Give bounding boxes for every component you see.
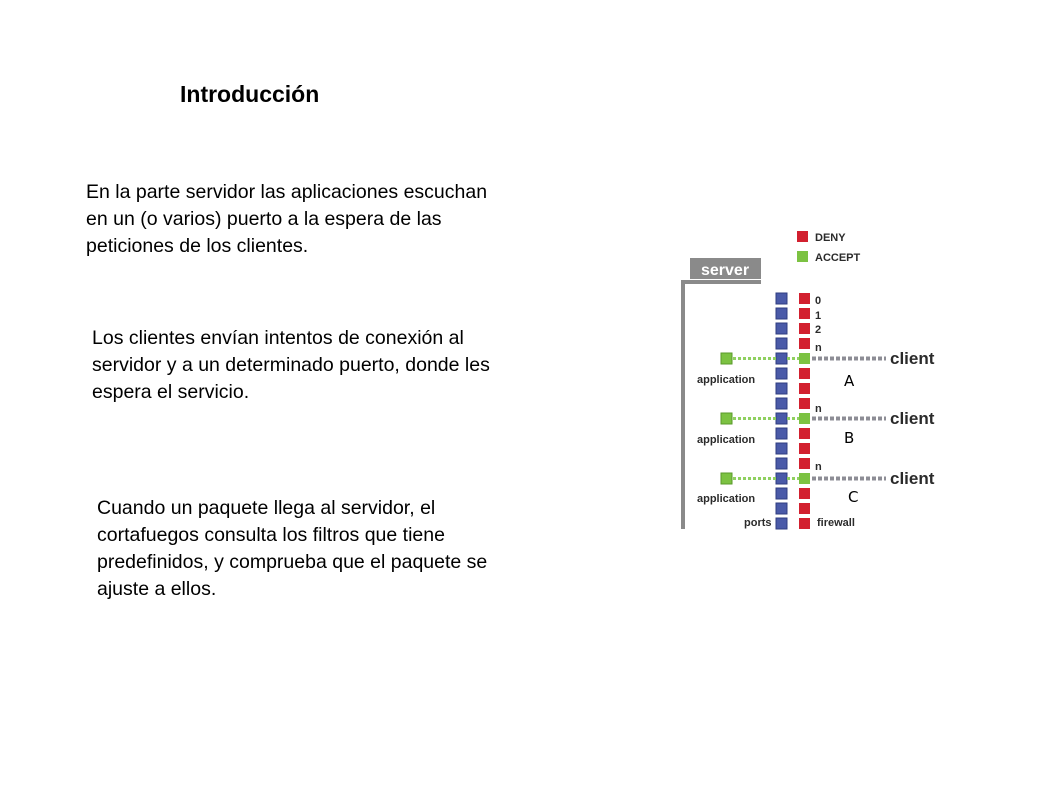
port-square	[776, 323, 787, 334]
application-node	[721, 353, 732, 364]
port-label-n2: n	[815, 403, 822, 415]
port-square	[776, 458, 787, 469]
port-label-0: 0	[815, 295, 822, 307]
server-outline	[683, 282, 761, 529]
port-label-n3: n	[815, 461, 822, 473]
server-label: server	[701, 262, 750, 279]
port-square	[776, 488, 787, 499]
port-square	[776, 428, 787, 439]
port-square	[776, 383, 787, 394]
firewall-deny-square	[799, 428, 810, 439]
port-label-2: 2	[815, 324, 822, 336]
letter-c: C	[848, 488, 859, 506]
port-label-n1: n	[815, 342, 822, 354]
port-square	[776, 398, 787, 409]
port-label-1: 1	[815, 310, 822, 322]
page-title: Introducción	[180, 81, 320, 107]
firewall-deny-square	[799, 458, 810, 469]
paragraph-server-listening: En la parte servidor las aplicaciones escuchan en un (o varios) puerto a la espera de las peticiones de los clientes.	[86, 181, 488, 257]
paragraph-client-connection: Los clientes envían intentos de conexión al servidor y a un determinado puerto, donde les espera el servicio.	[92, 327, 490, 403]
port-square	[776, 413, 787, 424]
firewall-deny-square	[799, 443, 810, 454]
legend-deny-label: DENY	[815, 232, 846, 244]
legend-deny-swatch	[797, 231, 808, 242]
firewall-column	[799, 293, 810, 529]
ports-column	[776, 293, 787, 529]
port-square	[776, 293, 787, 304]
firewall-deny-square	[799, 398, 810, 409]
firewall-label: firewall	[817, 517, 855, 529]
firewall-deny-square	[799, 368, 810, 379]
application-node	[721, 413, 732, 424]
port-square	[776, 353, 787, 364]
firewall-deny-square	[799, 338, 810, 349]
port-square	[776, 503, 787, 514]
port-square	[776, 308, 787, 319]
application-label-3: application	[697, 493, 756, 505]
client-label-1: client	[890, 349, 935, 368]
port-square	[776, 368, 787, 379]
firewall-deny-square	[799, 308, 810, 319]
firewall-deny-square	[799, 323, 810, 334]
firewall-accept-square	[799, 413, 810, 424]
application-node	[721, 473, 732, 484]
port-square	[776, 338, 787, 349]
client-label-2: client	[890, 409, 935, 428]
firewall-deny-square	[799, 503, 810, 514]
legend-accept-swatch	[797, 251, 808, 262]
firewall-accept-square	[799, 353, 810, 364]
port-square	[776, 443, 787, 454]
port-square	[776, 473, 787, 484]
legend-accept-label: ACCEPT	[815, 252, 861, 264]
firewall-deny-square	[799, 293, 810, 304]
application-label-2: application	[697, 434, 756, 446]
letter-b: B	[844, 429, 855, 447]
letter-a: A	[844, 372, 855, 390]
client-label-3: client	[890, 469, 935, 488]
port-square	[776, 518, 787, 529]
firewall-deny-square	[799, 383, 810, 394]
firewall-deny-square	[799, 488, 810, 499]
application-label-1: application	[697, 374, 756, 386]
paragraph-firewall-filters: Cuando un paquete llega al servidor, el cortafuegos consulta los filtros que tiene predefinidos, y comprueba que el paquete se ajuste a ellos.	[97, 497, 488, 600]
firewall-accept-square	[799, 473, 810, 484]
ports-label: ports	[744, 517, 772, 529]
firewall-deny-square	[799, 518, 810, 529]
